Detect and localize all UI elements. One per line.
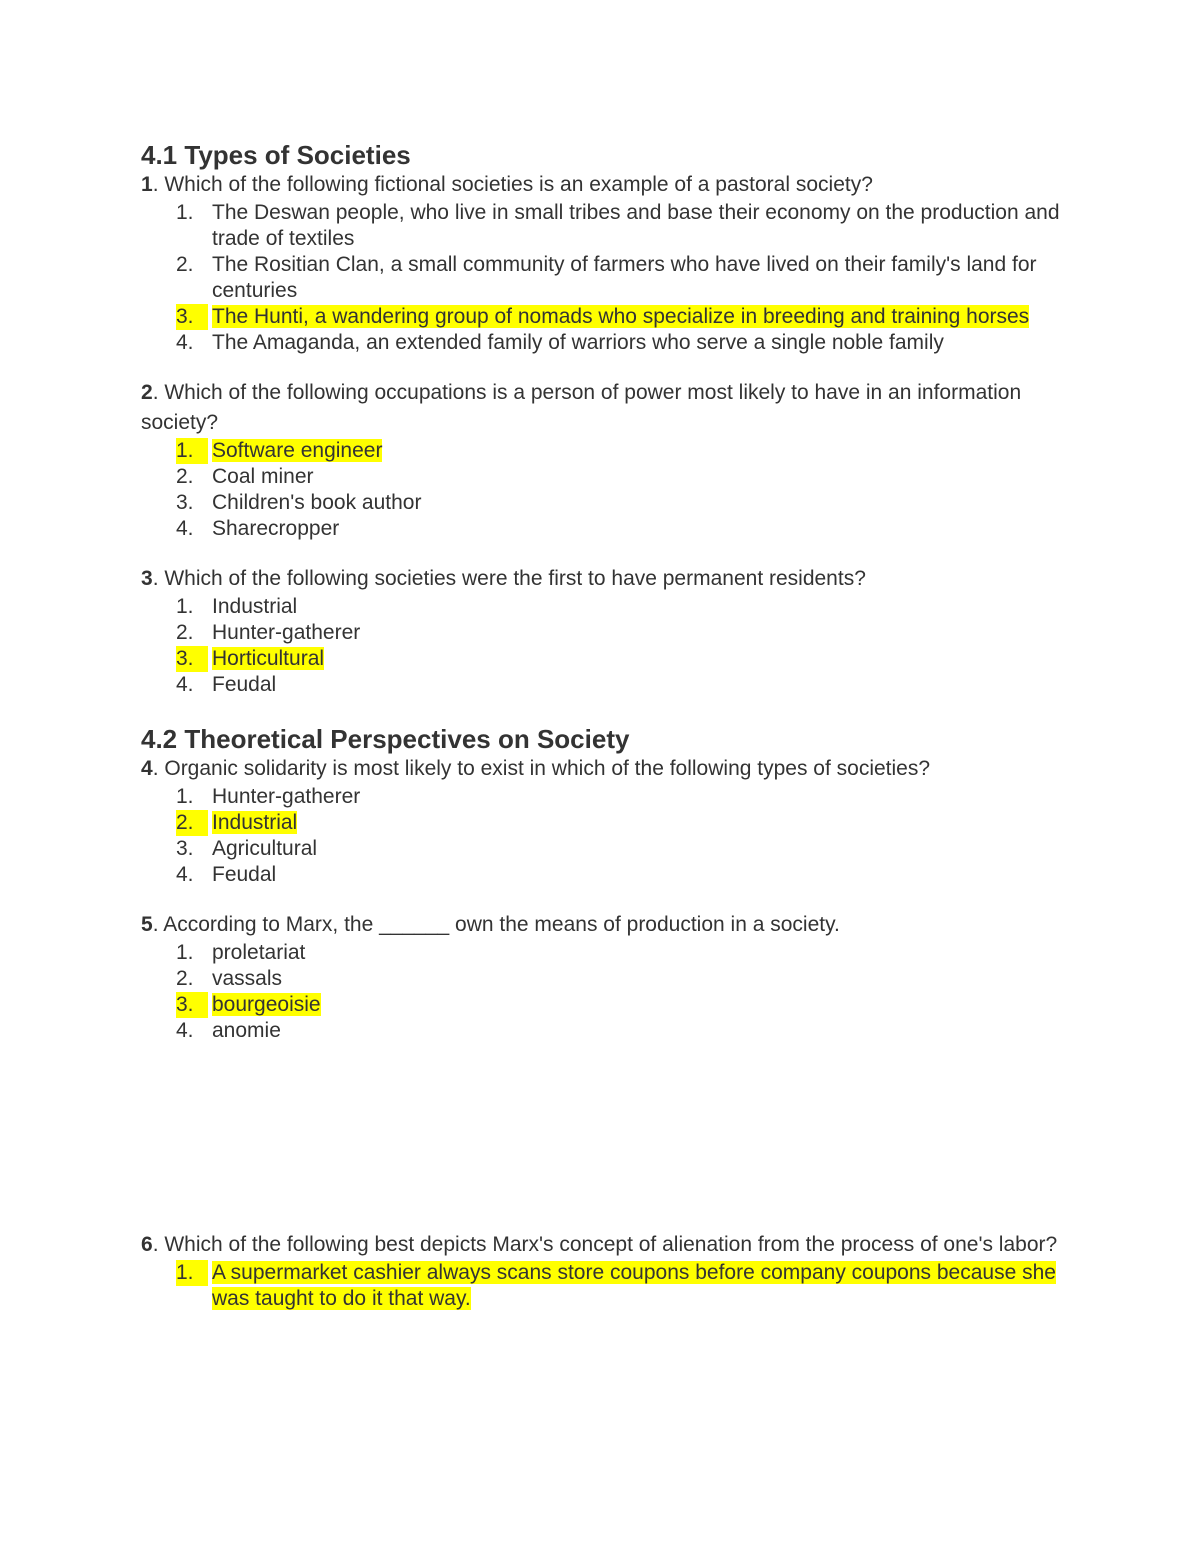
- section-heading: 4.1 Types of Societies: [141, 140, 411, 170]
- option-text: Agricultural: [212, 837, 318, 860]
- option-text: Children's book author: [212, 491, 422, 514]
- answer-option: [141, 784, 1061, 810]
- option-number: 2.: [176, 465, 194, 488]
- option-number: 1.: [176, 941, 194, 964]
- option-number: 2.: [176, 810, 208, 836]
- option-text: Industrial: [212, 811, 298, 834]
- option-number: 2.: [176, 967, 194, 990]
- answer-option: [141, 940, 1061, 966]
- option-number: 4.: [176, 673, 194, 696]
- option-text: The Amaganda, an extended family of warriors who serve a single noble family: [212, 331, 944, 354]
- answer-options: [141, 784, 1061, 888]
- question-text: . Which of the following occupations is a person of power most likely to have in an information society?: [141, 381, 1022, 434]
- answer-option-highlighted: [141, 810, 1061, 836]
- answer-options: [141, 200, 1061, 356]
- option-number: 2.: [176, 253, 194, 276]
- option-text: proletariat: [212, 941, 306, 964]
- answer-option: [141, 1018, 1061, 1044]
- answer-options: [141, 1260, 1061, 1312]
- answer-option: [141, 252, 1061, 304]
- option-number: 3.: [176, 491, 194, 514]
- option-number: 3.: [176, 992, 208, 1018]
- option-text: bourgeoisie: [212, 993, 321, 1016]
- answer-option: [141, 620, 1061, 646]
- answer-option: [141, 490, 1061, 516]
- option-number: 4.: [176, 1019, 194, 1042]
- question-number: 6: [141, 1233, 153, 1256]
- answer-option: [141, 464, 1061, 490]
- answer-options: [141, 438, 1061, 542]
- option-text: Hunter-gatherer: [212, 785, 361, 808]
- question-text: . Which of the following best depicts Marx's concept of alienation from the process of one's labor?: [152, 1233, 1058, 1256]
- option-text: Software engineer: [212, 439, 383, 462]
- option-number: 3.: [176, 304, 208, 330]
- option-text: Feudal: [212, 673, 277, 696]
- answer-option: [141, 862, 1061, 888]
- answer-option: [141, 672, 1061, 698]
- option-number: 1.: [176, 785, 194, 808]
- question-text: . According to Marx, the ______ own the means of production in a society.: [152, 913, 840, 936]
- option-number: 3.: [176, 837, 194, 860]
- question-number: 5: [141, 913, 153, 936]
- answer-options: [141, 940, 1061, 1044]
- option-text: anomie: [212, 1019, 281, 1042]
- answer-options: [141, 594, 1061, 698]
- answer-option: [141, 594, 1061, 620]
- option-number: 1.: [176, 1260, 208, 1286]
- option-number: 3.: [176, 646, 208, 672]
- question-number: 2: [141, 381, 153, 404]
- question-6: [141, 1230, 1061, 1260]
- question-text: . Organic solidarity is most likely to exist in which of the following types of societies?: [152, 757, 931, 780]
- answer-option-highlighted: [141, 646, 1061, 672]
- section-heading: 4.2 Theoretical Perspectives on Society: [141, 724, 630, 754]
- question-2: [141, 378, 1061, 438]
- question-text: . Which of the following societies were the first to have permanent residents?: [152, 567, 866, 590]
- option-text: The Deswan people, who live in small tribes and base their economy on the production and trade of textiles: [212, 201, 1060, 250]
- option-number: 4.: [176, 863, 194, 886]
- question-number: 4: [141, 757, 153, 780]
- option-number: 4.: [176, 331, 194, 354]
- question-number: 3: [141, 567, 153, 590]
- option-number: 1.: [176, 438, 208, 464]
- option-number: 1.: [176, 201, 194, 224]
- question-3: [141, 564, 1061, 594]
- option-text: The Hunti, a wandering group of nomads who specialize in breeding and training horses: [212, 305, 1030, 328]
- option-text: Feudal: [212, 863, 277, 886]
- option-text: Hunter-gatherer: [212, 621, 361, 644]
- answer-option-highlighted: [141, 1260, 1061, 1312]
- option-number: 2.: [176, 621, 194, 644]
- option-text: Horticultural: [212, 647, 325, 670]
- question-4: [141, 754, 1061, 784]
- answer-option: [141, 966, 1061, 992]
- answer-option: [141, 836, 1061, 862]
- question-number: 1: [141, 173, 153, 196]
- option-number: 1.: [176, 595, 194, 618]
- option-text: Industrial: [212, 595, 298, 618]
- answer-option-highlighted: [141, 304, 1061, 330]
- document-content: [141, 140, 1061, 1312]
- option-number: 4.: [176, 517, 194, 540]
- answer-option: [141, 200, 1061, 252]
- answer-option: [141, 516, 1061, 542]
- question-5: [141, 910, 1061, 940]
- question-text: . Which of the following fictional societies is an example of a pastoral society?: [152, 173, 873, 196]
- answer-option-highlighted: [141, 438, 1061, 464]
- option-text: The Rositian Clan, a small community of farmers who have lived on their family's land for centuries: [212, 253, 1037, 302]
- option-text: Sharecropper: [212, 517, 340, 540]
- answer-option-highlighted: [141, 992, 1061, 1018]
- question-1: [141, 170, 1061, 200]
- answer-option: [141, 330, 1061, 356]
- option-text: vassals: [212, 967, 283, 990]
- option-text: Coal miner: [212, 465, 314, 488]
- option-text: A supermarket cashier always scans store coupons before company coupons because she was taught to do it that way.: [212, 1261, 1056, 1310]
